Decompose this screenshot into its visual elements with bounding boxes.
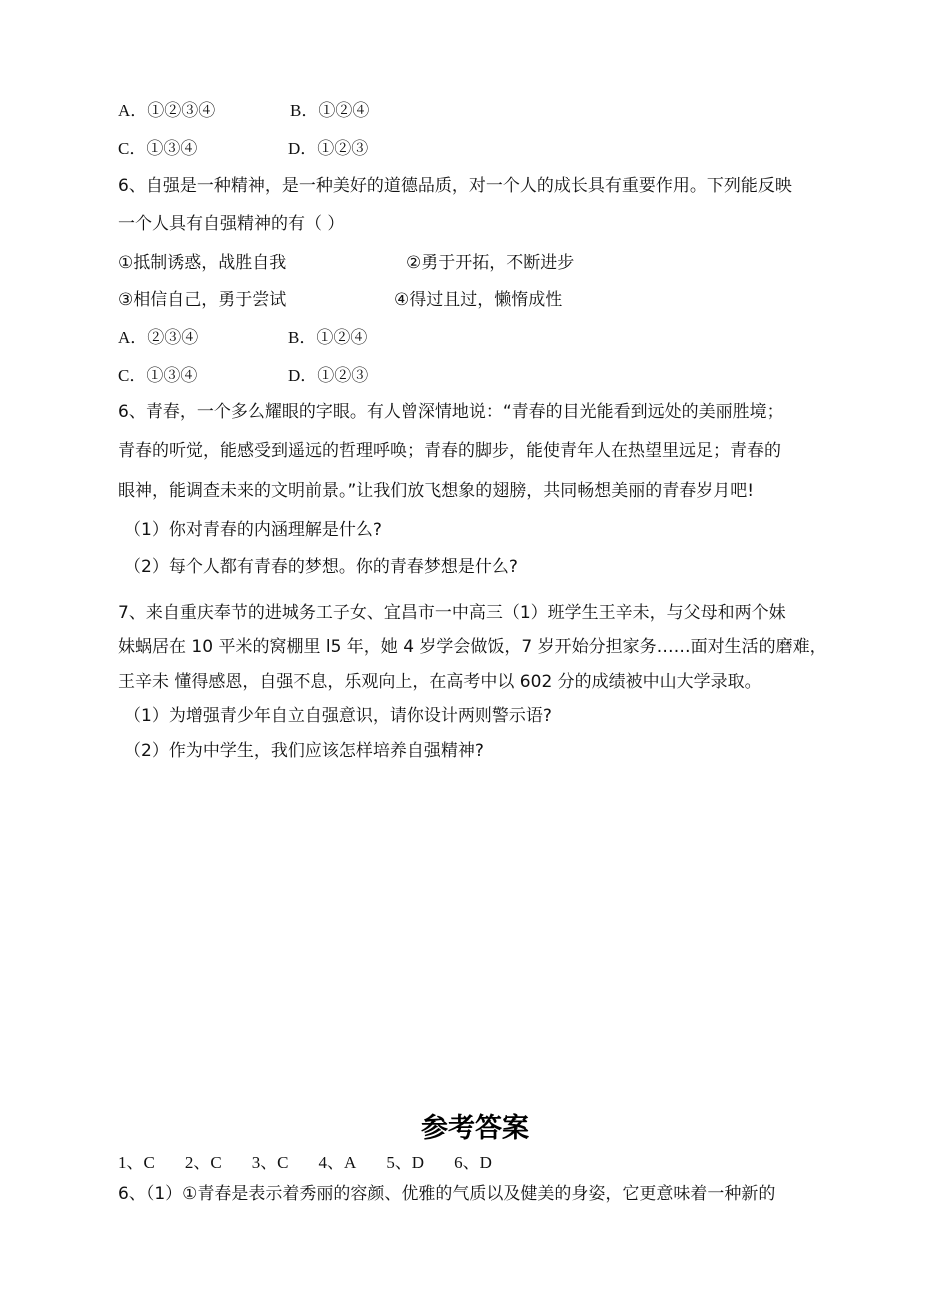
q7-stem-line3: 王辛未 懂得感恩，自强不息，乐观向上，在高考中以 602 分的成绩被中山大学录取。 <box>118 672 762 692</box>
q5-options-row2 <box>118 138 368 160</box>
q7-stem-line1: 7、来自重庆奉节的进城务工子女、宜昌市一中高三（1）班学生王辛未，与父母和两个妹 <box>118 603 786 623</box>
answer-item: 4、A <box>318 1153 357 1172</box>
q6a-option-c: C．①③④ <box>118 366 198 385</box>
q6a-option-d: D．①②③ <box>288 366 369 385</box>
answer-item: 2、C <box>184 1153 222 1172</box>
q6a-items-row2 <box>118 289 562 311</box>
q6b-stem-line2: 青春的听觉，能感受到遥远的哲理呼唤；青春的脚步，能使青年人在热望里远足；青春的 <box>118 441 781 461</box>
q6a-items-row1 <box>118 252 574 274</box>
q5-option-c: C．①③④ <box>118 139 198 158</box>
q6b-sub2: （2）每个人都有青春的梦想。你的青春梦想是什么? <box>124 557 518 577</box>
answer-q6-line: 6、（1）①青春是表示着秀丽的容颜、优雅的气质以及健美的身姿，它更意味着一种新的 <box>118 1184 776 1204</box>
answer-item: 6、D <box>454 1153 492 1172</box>
answers-heading: 参考答案 <box>421 1113 529 1144</box>
q5-option-b: B．①②④ <box>290 101 370 120</box>
q6a-option-b: B．①②④ <box>288 328 368 347</box>
q6a-item-3: ③相信自己，勇于尝试 <box>118 290 287 310</box>
q7-stem-line2: 妹蜗居在 10 平米的窝棚里 l5 年，她 4 岁学会做饭，7 岁开始分担家务……面对生活的磨难， <box>118 637 827 657</box>
q7-sub2: （2）作为中学生，我们应该怎样培养自强精神? <box>124 741 484 761</box>
q5-option-d: D．①②③ <box>288 139 369 158</box>
q6a-options-row2 <box>118 365 368 387</box>
q6a-stem-line2: 一个人具有自强精神的有（ ） <box>118 214 345 234</box>
q6b-sub1: （1）你对青春的内涵理解是什么? <box>124 520 382 540</box>
q5-options-row1 <box>118 100 369 122</box>
q6a-item-2: ②勇于开拓，不断进步 <box>406 253 575 273</box>
q6b-stem-line1: 6、青春，一个多么耀眼的字眼。有人曾深情地说：“青春的目光能看到远处的美丽胜境； <box>118 402 784 422</box>
answer-item: 3、C <box>251 1153 289 1172</box>
q6a-option-a: A．②③④ <box>118 328 199 347</box>
q6a-options-row1 <box>118 327 367 349</box>
q6a-item-4: ④得过且过，懒惰成性 <box>394 290 563 310</box>
q6a-stem-line1: 6、自强是一种精神，是一种美好的道德品质，对一个人的成长具有重要作用。下列能反映 <box>118 176 792 196</box>
q5-option-a: A．①②③④ <box>118 101 216 120</box>
q7-sub1: （1）为增强青少年自立自强意识，请你设计两则警示语? <box>124 706 552 726</box>
q6b-stem-line3: 眼神，能调查未来的文明前景。”让我们放飞想象的翅膀，共同畅想美丽的青春岁月吧! <box>118 481 755 501</box>
q6a-item-1: ①抵制诱惑，战胜自我 <box>118 253 287 273</box>
answer-item: 5、D <box>386 1153 425 1172</box>
answers-list <box>118 1152 522 1174</box>
answer-item: 1、C <box>118 1153 155 1172</box>
